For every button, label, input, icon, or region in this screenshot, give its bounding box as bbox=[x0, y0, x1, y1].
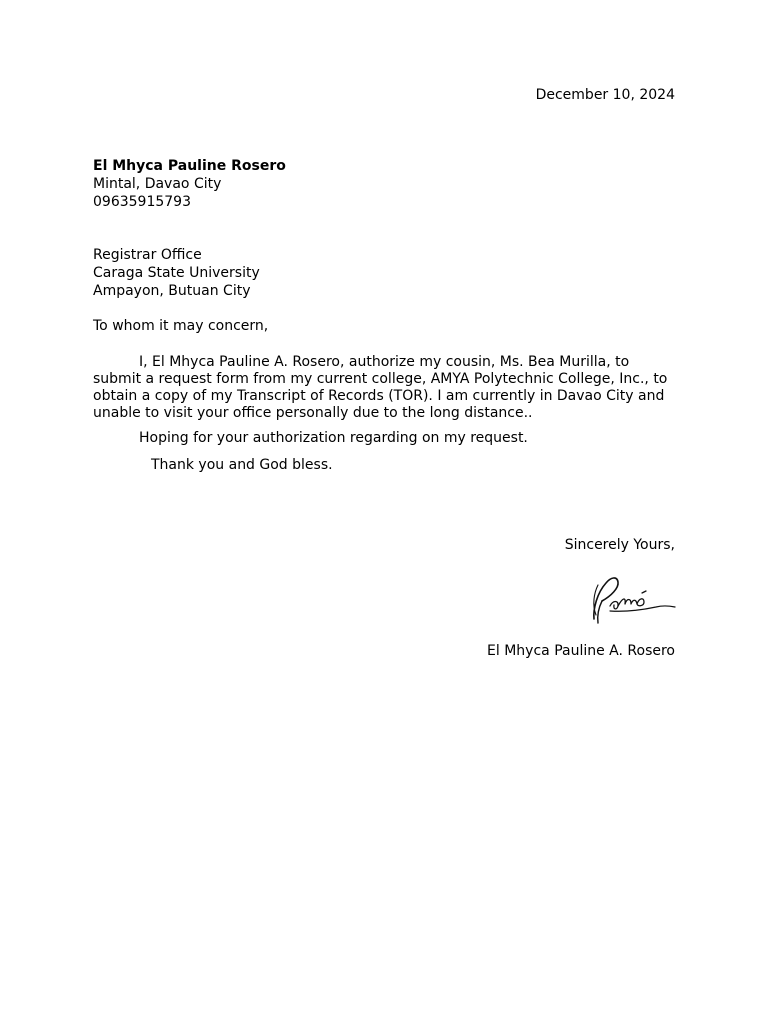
body-paragraph-1: I, El Mhyca Pauline A. Rosero, authorize my cousin, Ms. Bea Murilla, to submit a request form from my current college, AMYA Polytechnic College, Inc., to obtain a copy of my Transcript of Records (TOR). I am currently in Davao City and unable to visit your office personally due to the long distance.. bbox=[93, 354, 668, 421]
salutation: To whom it may concern, bbox=[93, 318, 269, 334]
letter-date: December 10, 2024 bbox=[535, 87, 675, 103]
sender-block bbox=[93, 157, 286, 211]
body-paragraph-3: Thank you and God bless. bbox=[151, 457, 333, 473]
signature-icon bbox=[580, 563, 678, 627]
recipient-address: Ampayon, Butuan City bbox=[93, 283, 251, 299]
recipient-block bbox=[93, 246, 260, 300]
sender-address: Mintal, Davao City bbox=[93, 176, 222, 192]
signer-name: El Mhyca Pauline A. Rosero bbox=[487, 643, 675, 659]
sender-phone: 09635915793 bbox=[93, 194, 191, 210]
body-paragraph-2: Hoping for your authorization regarding on my request. bbox=[139, 430, 528, 446]
sender-name: El Mhyca Pauline Rosero bbox=[93, 158, 286, 174]
closing: Sincerely Yours, bbox=[564, 537, 675, 553]
recipient-office: Registrar Office bbox=[93, 247, 202, 263]
recipient-school: Caraga State University bbox=[93, 265, 260, 281]
